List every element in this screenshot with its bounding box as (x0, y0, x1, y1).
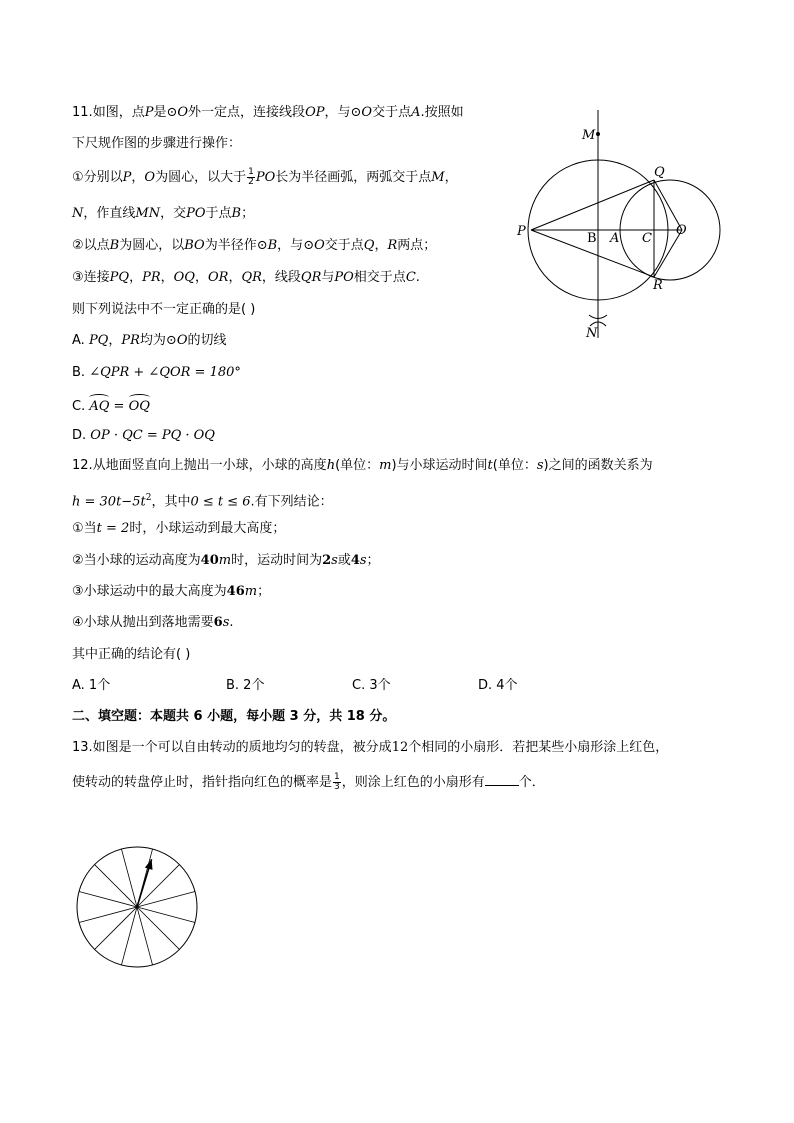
q12-option-c: C. 3个 (352, 678, 391, 693)
q11-geometry-figure (505, 98, 735, 348)
label-c: C (642, 231, 652, 246)
q11-option-b: B. ∠QPR + ∠QOR = 180° (72, 365, 241, 380)
q11-step2: ②以点B为圆心，以BO为半径作⊙B，与⊙O交于点Q，R两点； (72, 238, 437, 253)
label-b: B (587, 231, 597, 246)
q11-stem-line1: 11.如图，点P是⊙O外一定点，连接线段OP，与⊙O交于点A.按照如 (72, 105, 464, 120)
q11-option-d: D. OP · QC = PQ · OQ (72, 428, 215, 443)
label-p: P (517, 224, 526, 239)
spinner-sector-divider (137, 907, 195, 923)
label-o: O (676, 223, 687, 238)
spinner-sector-divider (79, 891, 137, 907)
q11-step1-line2: N，作直线MN，交PO于点B； (72, 206, 255, 221)
q12-conclusion-2: ②当小球的运动高度为40m时，运动时间为2s或4s； (72, 553, 380, 568)
arc-aq: AQ (89, 396, 109, 416)
q12-stem-line1: 12.从地面竖直向上抛出一小球，小球的高度h(单位：m)与小球运动时间t(单位：s)之间的函数关系为 (72, 458, 653, 473)
q12-conclusion-3: ③小球运动中的最大高度为46m； (72, 584, 271, 599)
spinner-sector-divider (95, 907, 137, 949)
q11-step3: ③连接PQ，PR，OQ，OR，QR，线段QR与PO相交于点C. (72, 270, 420, 285)
label-m: M (582, 128, 596, 143)
fraction-one-half: $\frac{1}{2}$ (248, 167, 254, 187)
point-m-dot (596, 132, 600, 136)
section-2-header: 二、填空题：本题共 6 小题，每小题 3 分，共 18 分。 (72, 709, 396, 724)
spinner-sector-divider (79, 907, 137, 923)
q12-conclusion-1: ①当t = 2时，小球运动到最大高度； (72, 521, 286, 536)
label-a: A (610, 231, 620, 246)
arc-oq: OQ (129, 396, 150, 416)
q12-question: 其中正确的结论有( ) (72, 647, 191, 662)
q11-option-c: C. AQ = OQ (72, 396, 150, 416)
spinner-pointer-arrowhead (145, 859, 153, 870)
q12-option-a: A. 1个 (72, 678, 111, 693)
segment-pq (531, 180, 654, 230)
label-r: R (653, 278, 663, 293)
label-n: N (586, 326, 598, 341)
q12-stem-line2: $h = 30t-5t^2$，其中0 ≤ t ≤ 6.有下列结论： (72, 493, 333, 510)
answer-blank (485, 773, 519, 786)
q11-stem-line2: 下尺规作图的步骤进行操作： (72, 136, 242, 151)
spinner-sector-divider (137, 907, 179, 949)
spinner-sector-divider (137, 891, 195, 907)
spinner-sector-divider (121, 907, 137, 965)
q13-spinner-figure (74, 844, 200, 970)
spinner-wheel (77, 847, 197, 967)
fraction-one-third: $\frac{1}{3}$ (334, 772, 340, 792)
spinner-sector-divider (121, 849, 137, 907)
q12-option-b: B. 2个 (226, 678, 265, 693)
q13-stem-line2: 使转动的转盘停止时，指针指向红色的概率是 $\frac{1}{3}$ ，则涂上红色的小扇形有 个． (72, 772, 545, 792)
q13-stem-line1: 13.如图是一个可以自由转动的质地均匀的转盘，被分成12个相同的小扇形．若把某些小扇形涂上红色， (72, 740, 669, 755)
label-q: Q (654, 165, 665, 180)
q11-question: 则下列说法中不一定正确的是( ) (72, 302, 256, 317)
q11-step1-line1: ①分别以P，O为圆心，以大于 $\frac{1}{2}$ PO长为半径画弧，两弧交于点M， (72, 167, 458, 187)
q11-option-a: A. PQ，PR均为⊙O的切线 (72, 333, 227, 348)
q12-conclusion-4: ④小球从抛出到落地需要6s. (72, 615, 234, 630)
spinner-sector-divider (95, 865, 137, 907)
q12-option-d: D. 4个 (478, 678, 518, 693)
spinner-sector-divider (137, 907, 153, 965)
